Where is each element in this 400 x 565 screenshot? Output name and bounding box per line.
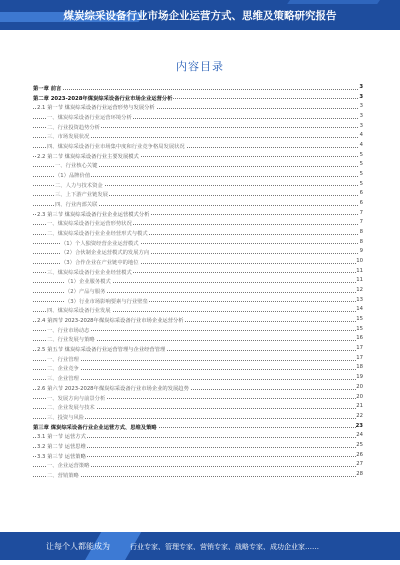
- toc-entry[interactable]: [33, 383, 363, 393]
- toc-entry-label: （2）产品与服务: [65, 289, 106, 296]
- toc-entry-label: 一、企业运营策略: [47, 463, 90, 470]
- toc-entry-label: 一、行业市场动态: [47, 327, 90, 334]
- toc-page-number: 8: [359, 229, 363, 236]
- toc-leader-dots: [33, 89, 358, 90]
- toc-entry[interactable]: [33, 209, 363, 219]
- toc-page-number: 4: [359, 142, 363, 149]
- toc-entry[interactable]: [33, 276, 363, 286]
- toc-entry[interactable]: [33, 315, 363, 325]
- toc-page-number: 10: [356, 258, 363, 265]
- toc-entry-label: 2.5 第五节 煤炭综采设备行业运营管理与企业经营管理: [37, 347, 166, 354]
- report-header: [0, 0, 400, 30]
- toc-entry-label: 2.4 第四节 2023-2028年煤炭综采设备行业市场企业运营分析: [37, 318, 184, 325]
- toc-entry-label: （3）行业市场影响要素与行业壁垒: [65, 298, 148, 305]
- toc-page-number: 16: [356, 335, 363, 342]
- toc-entry-label: （1）品牌价值: [55, 173, 91, 180]
- toc-entry[interactable]: [33, 344, 363, 354]
- toc-entry[interactable]: [33, 180, 363, 190]
- toc-page-number: 26: [356, 451, 363, 458]
- toc-page-number: 18: [356, 364, 363, 371]
- toc-leader-dots: [33, 369, 358, 370]
- toc-page-number: 21: [356, 403, 363, 410]
- toc-page-number: 15: [356, 325, 363, 332]
- toc-entry-label: 2.3 第三节 煤炭综采设备行业企业运营模式分析: [37, 211, 150, 218]
- footer-slogan-right: 行业专家、管理专家、营销专家、战略专家、成功企业家……: [130, 543, 319, 551]
- toc-leader-dots: [33, 360, 358, 361]
- toc-entry[interactable]: [33, 441, 363, 451]
- toc-page-number: 7: [359, 209, 363, 216]
- toc-entry-label: 四、煤炭综采设备行业市场集中度和行业竞争格局发展状况: [47, 144, 185, 151]
- toc-entry-label: 一、煤炭综采设备行业运营环境分析: [47, 115, 132, 122]
- toc-entry[interactable]: [33, 412, 363, 422]
- toc-page-number: 5: [359, 161, 363, 168]
- toc-entry-label: 三、上下游产业链发展: [55, 192, 108, 199]
- toc-entry[interactable]: [33, 141, 363, 151]
- toc-entry[interactable]: [33, 393, 363, 403]
- toc-entry[interactable]: [33, 238, 363, 248]
- toc-entry-label: （3）合作企业在产业链中的地位: [61, 260, 139, 267]
- toc-page-number: 3: [359, 113, 363, 120]
- toc-page-number: 3: [359, 93, 363, 100]
- toc-page-number: 7: [359, 219, 363, 226]
- toc-entry-label: 2.1 第一节 煤炭综采设备行业运营形势与发展分析: [37, 105, 155, 112]
- toc-entry-label: 三、煤炭综采设备行业企业经营模式: [47, 269, 132, 276]
- toc-entry-label: 3.3 第三节 运营策略: [37, 453, 86, 460]
- toc-page-number: 27: [356, 461, 363, 468]
- toc-page-number: 25: [356, 441, 363, 448]
- toc-page-number: 24: [356, 432, 363, 439]
- toc-entry[interactable]: [33, 354, 363, 364]
- toc-entry-label: 第二章 2023-2028年煤炭综采设备行业市场企业运营分析: [33, 95, 173, 102]
- toc-entry[interactable]: [33, 170, 363, 180]
- toc-entry-label: 2.6 第六节 2023-2028年煤炭综采设备行业市场企业的发展趋势: [37, 385, 189, 392]
- toc-entry[interactable]: [33, 305, 363, 315]
- toc-page-number: 20: [356, 383, 363, 390]
- toc-entry[interactable]: [33, 325, 363, 335]
- footer-slogan-left: 让每个人都能成为: [46, 542, 110, 551]
- toc-entry[interactable]: [33, 296, 363, 306]
- toc-page-number: 12: [356, 287, 363, 294]
- report-title: 煤炭综采设备行业市场企业运营方式、思维及策略研究报告: [63, 10, 337, 22]
- toc-page-number: 9: [359, 248, 363, 255]
- toc-entry-label: 3.2 第二节 运营思维: [37, 443, 86, 450]
- toc-entry-label: 三、投资与风险: [47, 414, 85, 421]
- toc-page-number: 11: [356, 277, 363, 284]
- toc-entry-label: 一、煤炭综采设备行业运营形势状况: [47, 221, 132, 228]
- toc-entry-label: 四、行业内部关联: [55, 202, 98, 209]
- toc-entry-label: 第一章 前言: [33, 86, 62, 92]
- toc-page-number: 11: [356, 267, 363, 274]
- toc-chapter-entry[interactable]: [33, 93, 363, 103]
- toc-leader-dots: [33, 379, 358, 380]
- toc-page-number: 3: [359, 103, 363, 110]
- toc-entry-label: 二、行业发展与策略: [47, 337, 95, 344]
- toc-page-number: 4: [359, 132, 363, 139]
- toc-entry-label: 二、企业竞争: [47, 366, 79, 373]
- toc-entry-label: 四、煤炭综采设备行业发展: [47, 308, 111, 315]
- toc-leader-dots: [33, 476, 358, 477]
- toc-chapter-entry[interactable]: [33, 83, 363, 93]
- toc-entry[interactable]: [33, 102, 363, 112]
- toc-entry-label: 三、企业管理: [47, 376, 79, 383]
- toc-entry[interactable]: [33, 189, 363, 199]
- toc-page-number: 6: [359, 200, 363, 207]
- toc-entry-label: 二、煤炭综采设备行业企业经营形式与模式: [47, 231, 148, 238]
- toc-chapter-entry[interactable]: [33, 422, 363, 432]
- toc-entry-label: 二、企业发展与技术: [47, 405, 95, 412]
- toc-entry[interactable]: [33, 218, 363, 228]
- header-decor-band: [287, 0, 383, 4]
- toc-page-number: 23: [355, 422, 363, 429]
- toc-entry[interactable]: [33, 122, 363, 132]
- toc-entry[interactable]: [33, 131, 363, 141]
- toc-list: [33, 83, 363, 480]
- toc-entry-label: 一、行业管理: [47, 356, 79, 363]
- toc-entry-label: 一、发展方向与前景分析: [47, 395, 106, 402]
- toc-entry[interactable]: [33, 257, 363, 267]
- toc-page-number: 5: [359, 180, 363, 187]
- toc-page-number: 13: [356, 296, 363, 303]
- toc-entry[interactable]: [33, 151, 363, 161]
- toc-entry-label: （1）企业服务模式: [65, 279, 111, 286]
- toc-entry-label: （2）合伙制企业运营模式的发展方向: [61, 250, 150, 257]
- toc-page-number: 15: [356, 316, 363, 323]
- toc-entry-label: 三、市场发展状况: [47, 134, 90, 141]
- toc-page-number: 20: [356, 393, 363, 400]
- toc-page-number: 19: [356, 374, 363, 381]
- toc-entry[interactable]: [33, 431, 363, 441]
- toc-entry[interactable]: [33, 402, 363, 412]
- toc-page-number: 8: [359, 238, 363, 245]
- toc-page-number: 22: [356, 412, 363, 419]
- report-footer: [0, 532, 400, 560]
- toc-entry-label: （1）个人独资经营企业运营模式: [61, 240, 139, 247]
- toc-page: [23, 44, 377, 514]
- toc-entry-label: 2.2 第二节 煤炭综采设备行业主要发展模式: [37, 153, 139, 160]
- toc-entry[interactable]: [33, 199, 363, 209]
- toc-entry[interactable]: [33, 373, 363, 383]
- toc-page-number: 17: [356, 354, 363, 361]
- toc-entry-label: 3.1 第一节 运营方式: [37, 434, 86, 441]
- toc-entry-label: 二、行业投资趋势分析: [47, 124, 100, 131]
- toc-page-number: 6: [359, 190, 363, 197]
- toc-entry[interactable]: [33, 334, 363, 344]
- toc-page-number: 17: [356, 345, 363, 352]
- toc-entry[interactable]: [33, 451, 363, 461]
- toc-entry[interactable]: [33, 286, 363, 296]
- toc-page-number: 5: [359, 151, 363, 158]
- toc-entry[interactable]: [33, 460, 363, 470]
- toc-entry[interactable]: [33, 247, 363, 257]
- toc-page-number: 3: [359, 84, 363, 90]
- toc-entry[interactable]: [33, 267, 363, 277]
- toc-entry[interactable]: [33, 112, 363, 122]
- toc-entry-label: 一、行业核心关键: [55, 163, 98, 170]
- toc-page-number: 14: [356, 306, 363, 313]
- toc-entry-label: 第三章 煤炭综采设备行业企业运营方式、思维及策略: [33, 424, 157, 431]
- toc-entry-label: 二、营销策略: [47, 472, 79, 479]
- toc-heading: 内容目录: [176, 60, 224, 73]
- toc-entry-label: 二、人力与技术资金: [55, 182, 103, 189]
- toc-page-number: 3: [359, 122, 363, 129]
- toc-page-number: 28: [356, 470, 363, 477]
- toc-entry[interactable]: [33, 228, 363, 238]
- toc-entry[interactable]: [33, 470, 363, 480]
- toc-entry[interactable]: [33, 160, 363, 170]
- toc-entry[interactable]: [33, 363, 363, 373]
- toc-page-number: 5: [359, 171, 363, 178]
